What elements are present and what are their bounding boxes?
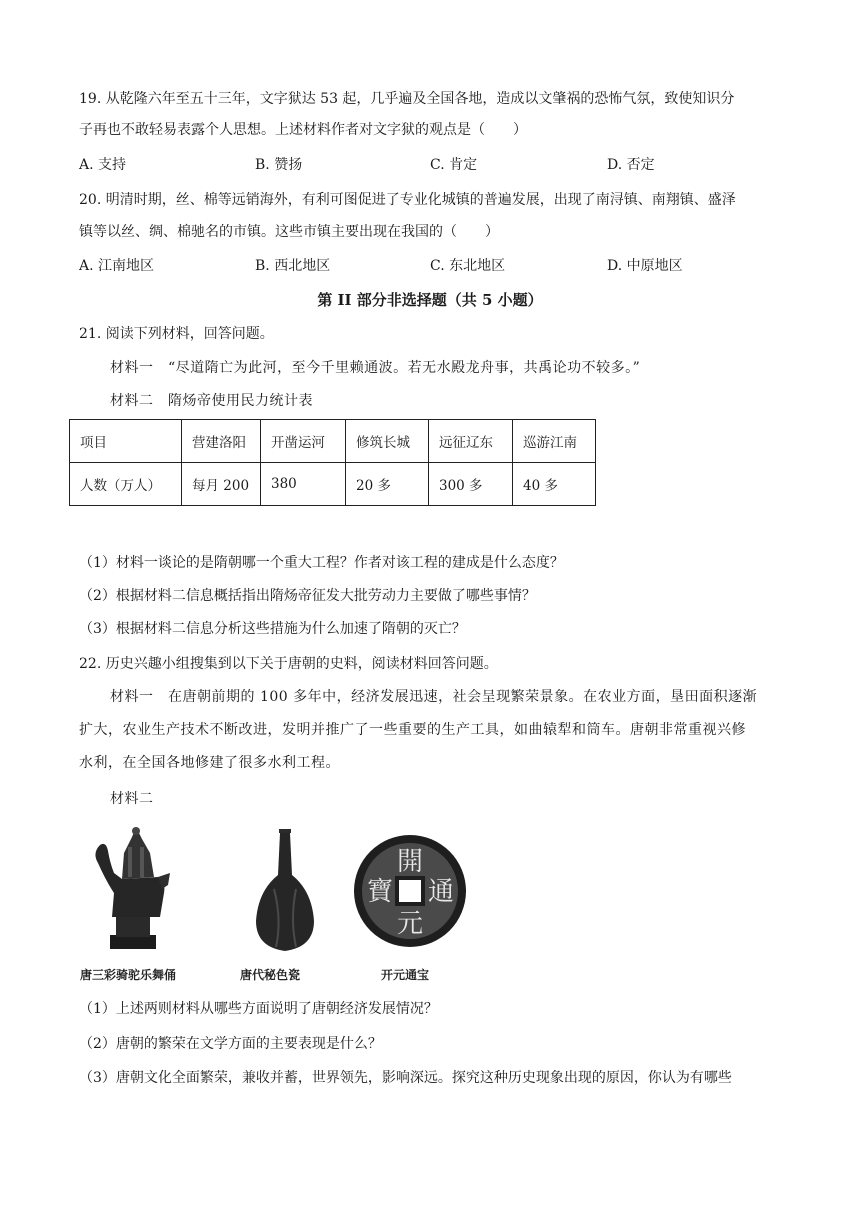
section-heading: 第 II 部分非选择题（共 5 小题）	[317, 291, 543, 309]
table-cell: 项目	[70, 420, 182, 463]
q22-subquestion-1: （1）上述两则材料从哪些方面说明了唐朝经济发展情况？	[79, 1001, 438, 1017]
q19-option-c: C. 肯定	[430, 157, 478, 173]
q22-material1-line2: 扩大，农业生产技术不断改进，发明并推广了一些重要的生产工具，如曲辕犁和筒车。唐朝非常重视兴修	[79, 722, 746, 738]
q20-text-line1: 20. 明清时期，丝、棉等远销海外，有利可图促进了专业化城镇的普遍发展，出现了南浔镇、南翔镇、盛泽	[79, 192, 736, 208]
q22-subquestion-2: （2）唐朝的繁荣在文学方面的主要表现是什么？	[79, 1036, 382, 1052]
table-row	[70, 463, 596, 506]
q22-material1-line1: 材料一 在唐朝前期的 100 多年中，经济发展迅速，社会呈现繁荣景象。在农业方面，垦田面积逐渐	[110, 689, 758, 705]
coin-char-top: 開	[396, 847, 424, 877]
celadon-vase-image	[252, 829, 318, 953]
table-cell: 20 多	[346, 463, 429, 506]
table-cell: 每月 200	[182, 463, 261, 506]
q19-text-line2: 子再也不敢轻易表露个人思想。上述材料作者对文字狱的观点是（ ）	[79, 122, 527, 138]
table-cell: 修筑长城	[346, 420, 429, 463]
table-cell: 巡游江南	[513, 420, 596, 463]
camel-figurine-image	[88, 823, 176, 951]
celadon-vase-caption: 唐代秘色瓷	[240, 968, 301, 982]
table-cell: 营建洛阳	[182, 420, 261, 463]
q20-option-b: B. 西北地区	[255, 258, 331, 274]
q21-subquestion-3: （3）根据材料二信息分析这些措施为什么加速了隋朝的灭亡？	[79, 621, 466, 637]
camel-figurine-caption: 唐三彩骑驼乐舞俑	[80, 968, 177, 982]
q22-stem: 22. 历史兴趣小组搜集到以下关于唐朝的史料，阅读材料回答问题。	[79, 656, 498, 672]
q21-stem: 21. 阅读下列材料，回答问题。	[79, 326, 274, 342]
table-cell: 40 多	[513, 463, 596, 506]
q19-option-d: D. 否定	[607, 157, 655, 173]
table-header-row	[70, 420, 596, 463]
kaiyuan-coin-image	[353, 834, 467, 948]
labor-statistics-table	[69, 419, 596, 506]
q22-subquestion-3: （3）唐朝文化全面繁荣，兼收并蓄，世界领先，影响深远。探究这种历史现象出现的原因，你认为有哪些	[79, 1070, 732, 1086]
table-cell: 开凿运河	[261, 420, 346, 463]
coin-char-bottom: 元	[396, 909, 424, 939]
q19-option-a: A. 支持	[79, 157, 127, 173]
table-cell: 远征辽东	[429, 420, 513, 463]
q20-option-a: A. 江南地区	[79, 258, 155, 274]
coin-char-right: 通	[427, 877, 455, 907]
q19-text-line1: 19. 从乾隆六年至五十三年，文字狱达 53 起，几乎遍及全国各地，造成以文肇祸的恐怖气氛，致使知识分	[79, 91, 735, 107]
q20-option-c: C. 东北地区	[430, 258, 506, 274]
table-cell: 380	[261, 463, 346, 506]
table-cell: 人数（万人）	[70, 463, 182, 506]
q21-subquestion-2: （2）根据材料二信息概括指出隋炀帝征发大批劳动力主要做了哪些事情？	[79, 588, 536, 604]
q19-option-b: B. 赞扬	[255, 157, 303, 173]
q22-material2-title: 材料二	[110, 791, 154, 807]
q21-material2-title: 材料二 隋炀帝使用民力统计表	[110, 393, 313, 409]
q20-option-d: D. 中原地区	[607, 258, 683, 274]
q20-text-line2: 镇等以丝、绸、棉驰名的市镇。这些市镇主要出现在我国的（ ）	[79, 224, 499, 240]
q21-material1: 材料一 “尽道隋亡为此河，至今千里赖通波。若无水殿龙舟事，共禹论功不较多。”	[110, 360, 641, 376]
q21-subquestion-1: （1）材料一谈论的是隋朝哪一个重大工程？作者对该工程的建成是什么态度？	[79, 555, 564, 571]
kaiyuan-coin-caption: 开元通宝	[381, 968, 430, 982]
coin-char-left: 寶	[366, 877, 394, 907]
table-cell: 300 多	[429, 463, 513, 506]
q22-material1-line3: 水利，在全国各地修建了很多水利工程。	[79, 755, 340, 771]
